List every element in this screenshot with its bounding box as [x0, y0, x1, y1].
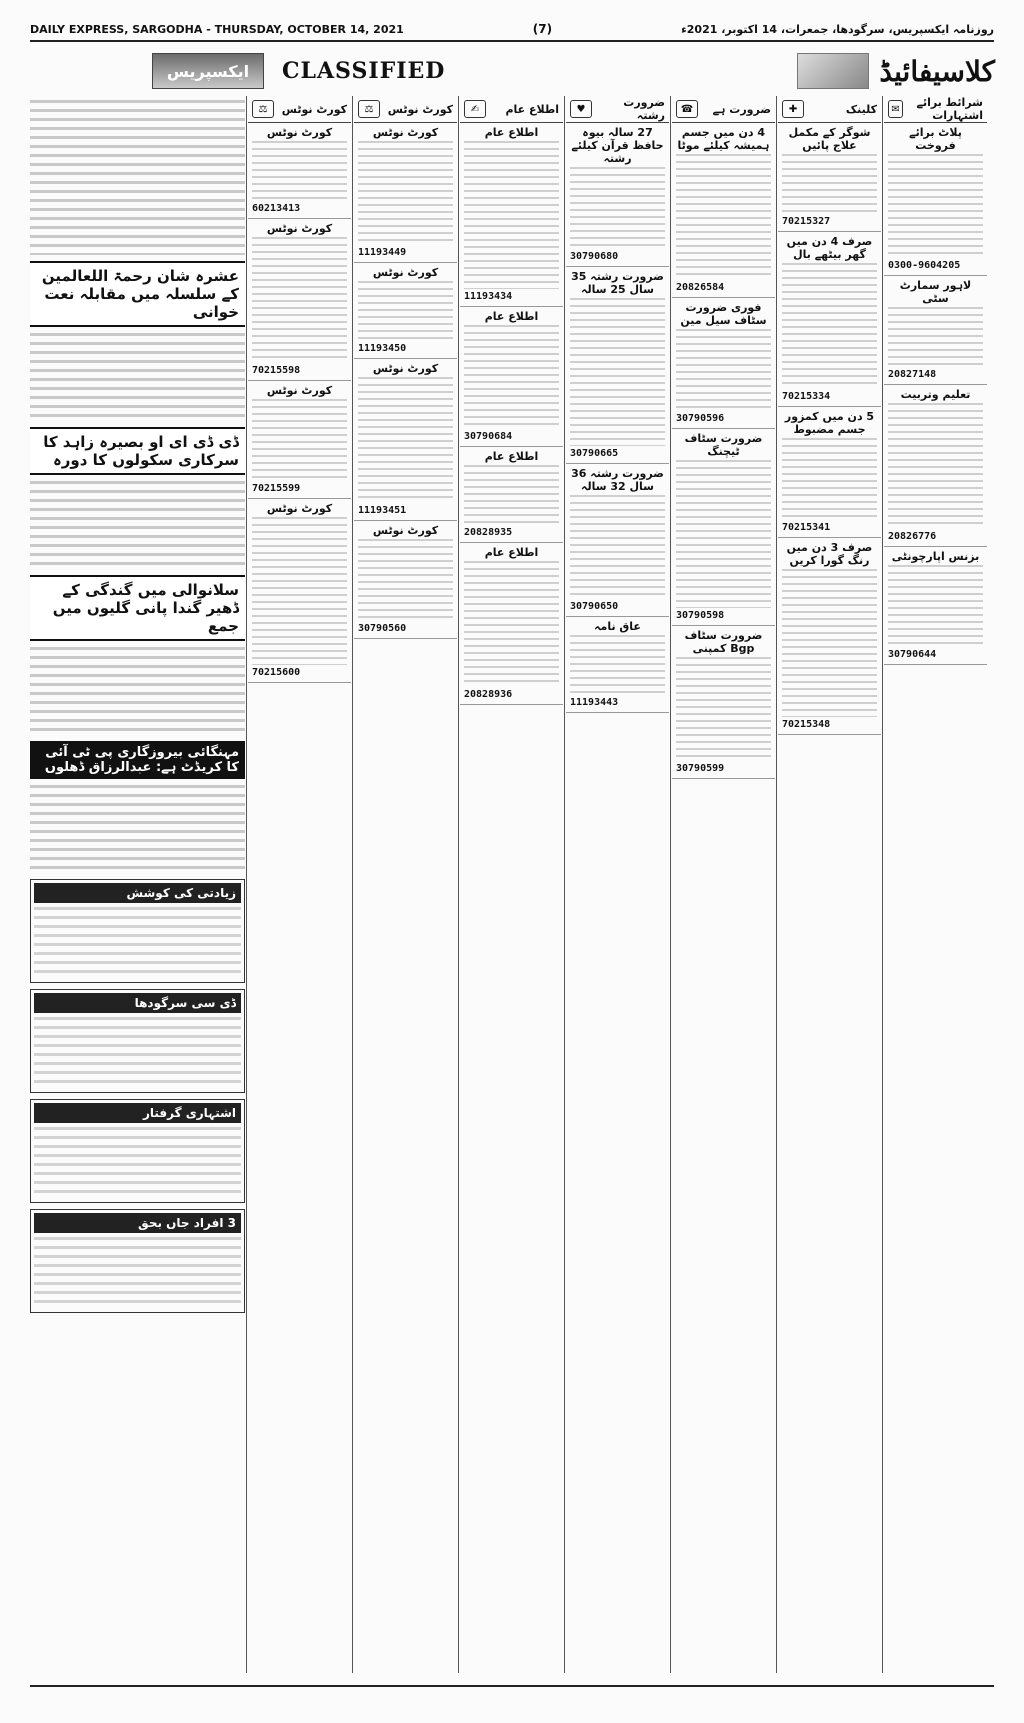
- classified-banner-ur: [700, 50, 995, 92]
- ad-body-text: [358, 141, 453, 245]
- classified-ad: [248, 381, 351, 499]
- classified-ad: [672, 298, 775, 429]
- ad-reference-number: 60213413: [252, 203, 301, 214]
- classified-column: [778, 96, 881, 1673]
- ad-body-text: [782, 263, 877, 389]
- section-header: [778, 96, 881, 123]
- header-right: روزنامہ ایکسپریس، سرگودھا، جمعرات، 14 اکتوبر، 2021ء: [681, 22, 994, 36]
- ad-reference-number: 11193443: [570, 697, 619, 708]
- ad-body-text: [676, 460, 771, 608]
- ad-reference-number: 70215327: [782, 216, 831, 227]
- news-box-label: زیادتی کی کوشش: [34, 883, 241, 903]
- section-title: کورٹ نوٹس: [281, 102, 347, 116]
- ad-title: تعلیم وتربیت: [900, 388, 971, 401]
- classified-ad: [566, 123, 669, 267]
- news-box: [30, 989, 245, 1093]
- news-headline: عشرہ شان رحمۃ اللعالمین کے سلسلہ میں مقابلہ نعت خوانی: [30, 261, 245, 327]
- ad-title: اطلاع عام: [484, 310, 539, 323]
- section-header: [354, 96, 457, 123]
- news-headline: سلانوالی میں گندگی کے ڈھیر گندا پانی گلیوں میں جمع: [30, 575, 245, 641]
- ad-reference-number: 20828935: [464, 527, 513, 538]
- section-header: [460, 96, 563, 123]
- section-title: اطلاع عام: [505, 102, 559, 116]
- classified-ad: [354, 263, 457, 359]
- ad-reference-number: 30790680: [570, 251, 619, 262]
- ad-body-text: [570, 167, 665, 249]
- classified-ad: [460, 307, 563, 447]
- ad-body-text: [464, 561, 559, 687]
- ad-body-text: [888, 307, 983, 367]
- ad-reference-number: 70215334: [782, 391, 831, 402]
- news-box: [30, 879, 245, 983]
- ad-body-text: [248, 683, 351, 1583]
- news-box: [30, 1099, 245, 1203]
- ad-title: ضرورت رشتہ 35 سال 25 سالہ: [571, 270, 664, 296]
- classified-ad: [566, 617, 669, 713]
- ad-reference-number: 70215348: [782, 719, 831, 730]
- section-title: کلینک: [845, 102, 877, 116]
- classified-ad: [460, 123, 563, 307]
- ad-body-text: [464, 141, 559, 289]
- ad-reference-number: 30790599: [676, 763, 725, 774]
- news-box: [30, 1209, 245, 1313]
- section-header: [248, 96, 351, 123]
- ad-body-text: [888, 565, 983, 647]
- ad-body-text: [252, 141, 347, 201]
- section-title: ضرورت رشتہ: [623, 96, 665, 122]
- ad-reference-number: 30790684: [464, 431, 513, 442]
- header-left: DAILY EXPRESS, SARGODHA - THURSDAY, OCTOBER 14, 2021: [30, 22, 404, 36]
- page-number: (7): [532, 22, 553, 36]
- section-icon: ✉: [888, 100, 903, 118]
- classified-ad: [778, 538, 881, 735]
- section-icon: ☎: [676, 100, 698, 118]
- news-text-block: [30, 100, 245, 255]
- ad-reference-number: 70215598: [252, 365, 301, 376]
- section-title: شرائط برائے اشتہارات: [916, 96, 983, 122]
- classified-column: [248, 96, 351, 1673]
- news-text-block: [30, 481, 245, 569]
- ad-body-text: [676, 154, 771, 280]
- ad-body-text: [676, 329, 771, 411]
- ad-title: عاق نامہ: [594, 620, 641, 633]
- ad-title: ضرورت سٹاف ٹیچنگ: [684, 432, 763, 458]
- ad-body-text: [778, 735, 881, 1635]
- classified-ad: [884, 385, 987, 547]
- ad-body-text: [672, 779, 775, 1673]
- news-box-body: [34, 1017, 241, 1089]
- classified-ad: [566, 267, 669, 464]
- ad-title: لاہور سمارٹ سٹی: [899, 279, 972, 305]
- news-box-body: [34, 1237, 241, 1309]
- ad-body-text: [358, 539, 453, 621]
- classified-ad: [778, 232, 881, 407]
- ad-title: اطلاع عام: [484, 450, 539, 463]
- ad-body-text: [358, 281, 453, 341]
- ad-reference-number: 11193449: [358, 247, 407, 258]
- classified-ad: [778, 407, 881, 538]
- ad-body-text: [570, 635, 665, 695]
- ad-body-text: [252, 237, 347, 363]
- ad-body-text: [570, 298, 665, 446]
- classified-ad: [460, 447, 563, 543]
- ad-body-text: [884, 665, 987, 1565]
- ad-body-text: [570, 495, 665, 599]
- classified-column: [460, 96, 563, 1673]
- ad-title: کورٹ نوٹس: [266, 126, 333, 139]
- classified-title-ur: کلاسیفائیڈ: [879, 54, 995, 88]
- ad-body-text: [676, 657, 771, 761]
- ad-body-text: [460, 705, 563, 1605]
- section-title: ضرورت ہے: [712, 102, 771, 116]
- page-footer-rule: [30, 1685, 994, 1687]
- news-text-block: [30, 785, 245, 873]
- classified-ad: [672, 626, 775, 779]
- classified-column: [884, 96, 987, 1673]
- column-rule: [776, 96, 777, 1673]
- ad-reference-number: 30790650: [570, 601, 619, 612]
- column-rule: [564, 96, 565, 1673]
- news-box-label: اشتہاری گرفتار: [34, 1103, 241, 1123]
- ad-title: ضرورت سٹاف Bgp کمپنی: [684, 629, 763, 655]
- ad-reference-number: 11193434: [464, 291, 513, 302]
- classified-banner-en: [152, 50, 482, 92]
- classified-ad: [354, 123, 457, 263]
- ad-reference-number: 30790665: [570, 448, 619, 459]
- classified-ad: [778, 123, 881, 232]
- ad-body-text: [464, 465, 559, 525]
- classified-ad: [354, 521, 457, 639]
- classified-ad: [672, 123, 775, 298]
- ad-title: کورٹ نوٹس: [266, 384, 333, 397]
- news-text-block: [30, 333, 245, 421]
- classified-ad: [354, 359, 457, 521]
- ad-body-text: [252, 517, 347, 665]
- news-box-label: ڈی سی سرگودھا: [34, 993, 241, 1013]
- news-box-body: [34, 1127, 241, 1199]
- news-headline: مہنگائی بیروزگاری پی ٹی آئی کا کریڈٹ ہے: عبدالرزاق ڈھلوں: [30, 741, 245, 779]
- ad-body-text: [782, 569, 877, 717]
- ad-reference-number: 70215600: [252, 667, 301, 678]
- page-header: [30, 18, 994, 42]
- section-icon: ⚖: [252, 100, 274, 118]
- news-box-label: 3 افراد جاں بحق: [34, 1213, 241, 1233]
- column-rule: [882, 96, 883, 1673]
- ad-title: کورٹ نوٹس: [372, 126, 439, 139]
- classified-title-en: CLASSIFIED: [282, 58, 446, 84]
- ad-reference-number: 0300-9604205: [888, 260, 961, 271]
- classified-column: [354, 96, 457, 1673]
- ad-title: صرف 4 دن میں گھر بیٹھے بال: [786, 235, 873, 261]
- column-rule: [352, 96, 353, 1673]
- classified-ad: [460, 543, 563, 705]
- ad-title: اطلاع عام: [484, 126, 539, 139]
- classified-ad: [884, 547, 987, 665]
- classified-column: [672, 96, 775, 1673]
- ad-body-text: [464, 325, 559, 429]
- ad-title: 5 دن میں کمزور جسم مضبوط: [784, 410, 875, 436]
- classified-ad: [566, 464, 669, 617]
- ad-body-text: [358, 377, 453, 503]
- section-icon: ✚: [782, 100, 804, 118]
- ad-reference-number: 20828936: [464, 689, 513, 700]
- ad-title: ضرورت رشتہ 36 سال 32 سالہ: [571, 467, 664, 493]
- classified-column: [566, 96, 669, 1673]
- ad-title: صرف 3 دن میں رنگ گورا کریں: [786, 541, 873, 567]
- ad-title: کورٹ نوٹس: [372, 524, 439, 537]
- column-rule: [670, 96, 671, 1673]
- ad-body-text: [354, 639, 457, 1539]
- ad-title: 4 دن میں جسم ہمیشہ کیلئے موٹا: [677, 126, 770, 152]
- ad-title: کورٹ نوٹس: [266, 502, 333, 515]
- ad-title: 27 سالہ بیوہ حافظ قرآن کیلئے رشتہ: [571, 126, 664, 165]
- classified-ad: [884, 123, 987, 276]
- classified-ad: [884, 276, 987, 385]
- ad-reference-number: 30790560: [358, 623, 407, 634]
- ad-reference-number: 11193450: [358, 343, 407, 354]
- news-headline: ڈی ڈی ای او بصیرہ زاہد کا سرکاری سکولوں کا دورہ: [30, 427, 245, 475]
- ad-reference-number: 20827148: [888, 369, 937, 380]
- section-header: [566, 96, 669, 123]
- ad-title: اطلاع عام: [484, 546, 539, 559]
- ad-body-text: [888, 154, 983, 258]
- ad-title: کورٹ نوٹس: [372, 362, 439, 375]
- ad-body-text: [782, 154, 877, 214]
- classified-ad: [248, 123, 351, 219]
- ad-reference-number: 11193451: [358, 505, 407, 516]
- ad-reference-number: 30790644: [888, 649, 937, 660]
- news-box-body: [34, 907, 241, 979]
- ad-title: پلاٹ برائے فروخت: [909, 126, 962, 152]
- section-icon: ♥: [570, 100, 592, 118]
- section-header: [884, 96, 987, 123]
- section-icon: ⚖: [358, 100, 380, 118]
- column-rule: [246, 96, 247, 1673]
- ad-title: فوری ضرورت سٹاف سیل مین: [680, 301, 767, 327]
- section-icon: ✍: [464, 100, 486, 118]
- ad-reference-number: 30790596: [676, 413, 725, 424]
- section-header: [672, 96, 775, 123]
- classified-ad: [248, 499, 351, 683]
- ad-body-text: [252, 399, 347, 481]
- ad-body-text: [782, 438, 877, 520]
- ad-title: شوگر کے مکمل علاج پائیں: [788, 126, 871, 152]
- ad-body-text: [566, 713, 669, 1613]
- ad-reference-number: 20826584: [676, 282, 725, 293]
- express-logo: ایکسپریس: [152, 53, 264, 89]
- news-column: [30, 96, 245, 1673]
- ad-reference-number: 70215599: [252, 483, 301, 494]
- ad-reference-number: 70215341: [782, 522, 831, 533]
- ad-reference-number: 30790598: [676, 610, 725, 621]
- ad-body-text: [888, 403, 983, 529]
- section-title: کورٹ نوٹس: [387, 102, 453, 116]
- news-text-block: [30, 647, 245, 735]
- banner-pen-icon: [797, 53, 869, 89]
- ad-title: بزنس اپارچونٹی: [891, 550, 980, 563]
- ad-reference-number: 20826776: [888, 531, 937, 542]
- column-rule: [458, 96, 459, 1673]
- classified-ad: [248, 219, 351, 381]
- ad-title: کورٹ نوٹس: [372, 266, 439, 279]
- classified-ad: [672, 429, 775, 626]
- ad-title: کورٹ نوٹس: [266, 222, 333, 235]
